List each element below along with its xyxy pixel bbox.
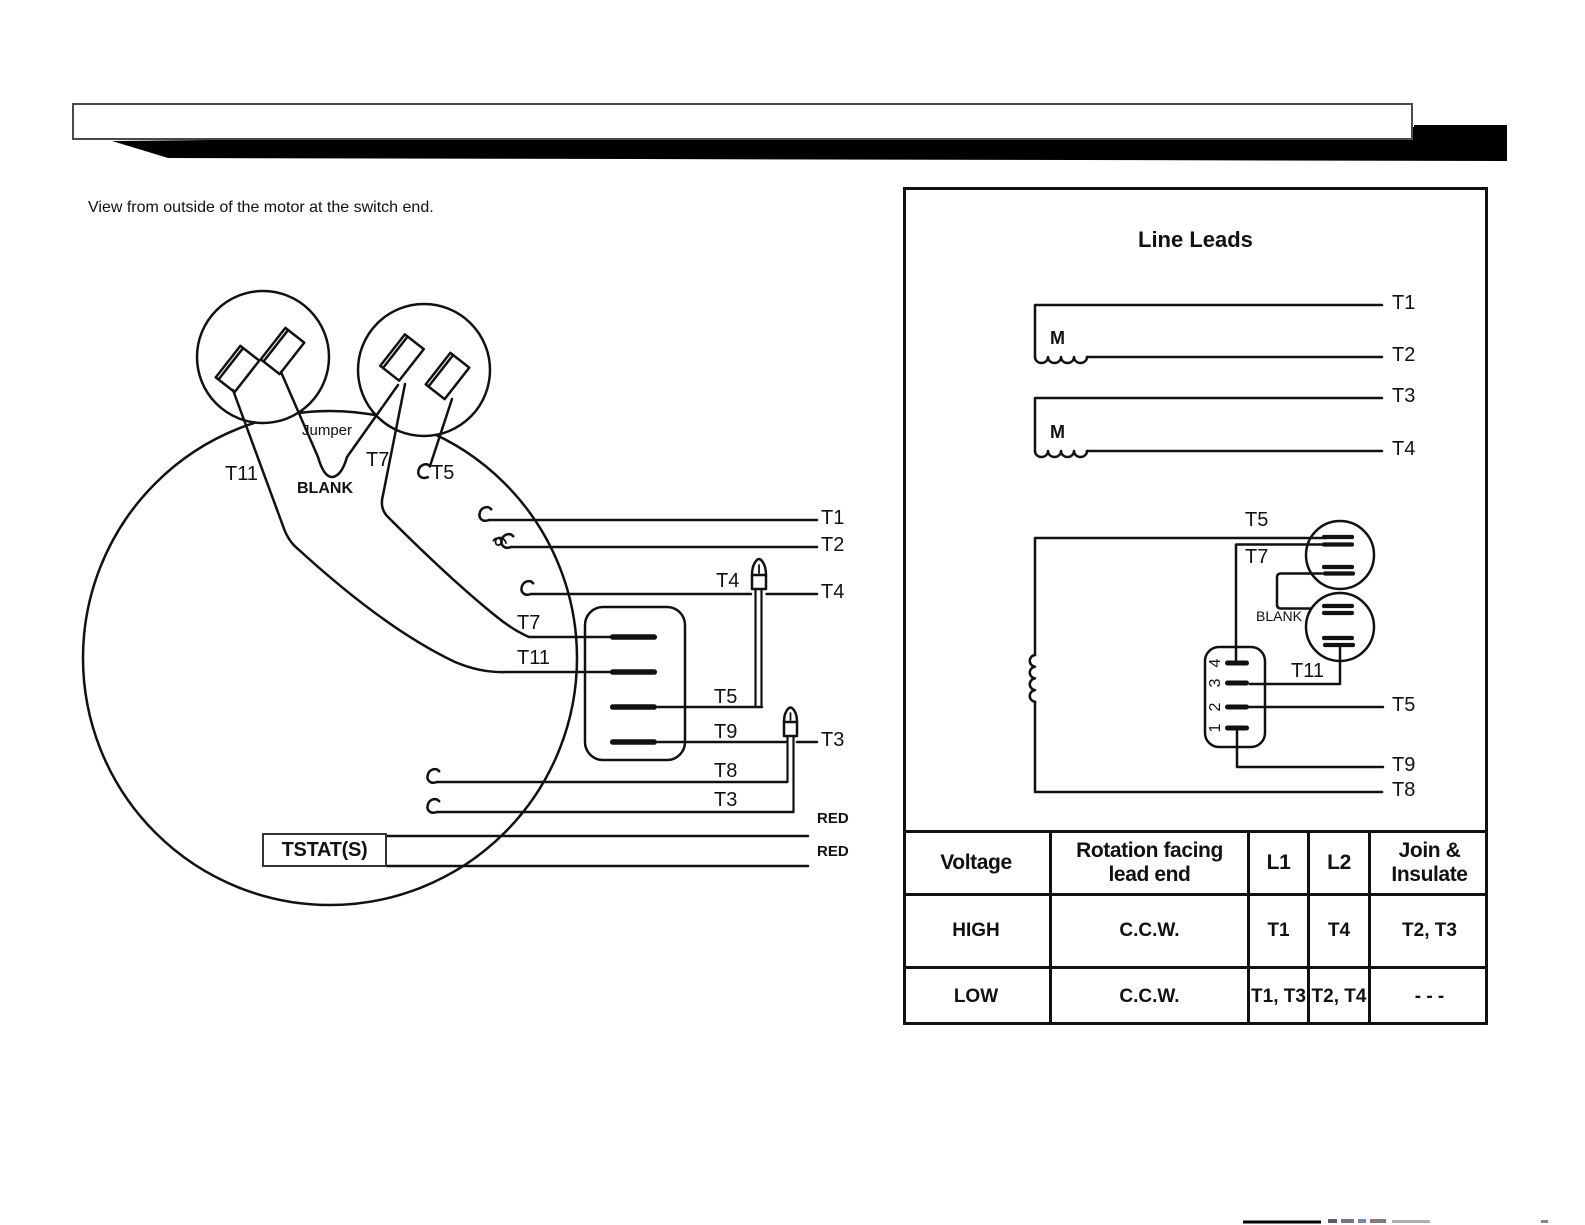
- tstat-label: TSTAT(S): [281, 838, 368, 861]
- label-t11-top: T11: [225, 463, 258, 485]
- table-row-high-rotation: C.C.W.: [1049, 893, 1247, 966]
- label-panel-t5-top: T5: [1245, 509, 1269, 531]
- label-red-bottom: RED: [817, 843, 849, 860]
- label-t3-inner: T3: [714, 789, 738, 811]
- label-m1: M: [1050, 328, 1065, 348]
- label-panel-t8: T8: [1392, 779, 1416, 801]
- switch-pin-4: 4: [1207, 658, 1224, 668]
- table-row-low-l1: T1, T3: [1247, 966, 1307, 1025]
- label-t1-lead: T1: [821, 507, 845, 529]
- table-row-high-l1: T1: [1247, 893, 1307, 966]
- table-row-low-rotation: C.C.W.: [1049, 966, 1247, 1025]
- label-panel-t4: T4: [1392, 438, 1416, 460]
- col-header-rotation: Rotation facing lead end: [1049, 830, 1247, 893]
- label-t3-lead: T3: [821, 729, 845, 751]
- label-t8-inner: T8: [714, 760, 738, 782]
- hook-t8: [427, 769, 439, 783]
- hook-t1: [479, 507, 491, 521]
- bullet-connector-1: [752, 559, 766, 706]
- table-row-high-voltage: HIGH: [903, 893, 1049, 966]
- label-red-top: RED: [817, 810, 849, 827]
- bullet-connector-2: [784, 708, 797, 813]
- col-header-voltage: Voltage: [903, 830, 1049, 893]
- switch-pin-2: 2: [1207, 702, 1224, 712]
- col-header-l1: L1: [1247, 830, 1307, 893]
- table-row-low-join: - - -: [1368, 966, 1488, 1025]
- switch-pin-3: 3: [1207, 678, 1224, 688]
- label-panel-t5: T5: [1392, 694, 1416, 716]
- view-caption: View from outside of the motor at the switch end.: [88, 199, 434, 216]
- label-t5-switch: T5: [714, 686, 738, 708]
- label-t7-top: T7: [366, 449, 390, 471]
- hook-t3: [427, 799, 439, 813]
- table-row-high-l2: T4: [1307, 893, 1368, 966]
- label-panel-t9: T9: [1392, 754, 1416, 776]
- label-t9-switch: T9: [714, 721, 738, 743]
- hook-t5: [418, 464, 430, 478]
- hook-t4: [521, 581, 533, 595]
- label-t2-lead: T2: [821, 534, 845, 556]
- table-row-low-l2: T2, T4: [1307, 966, 1368, 1025]
- label-panel-t11: T11: [1291, 660, 1324, 682]
- label-panel-t7: T7: [1245, 546, 1269, 568]
- footer-print-artifact: [1243, 1219, 1548, 1224]
- connection-table: [903, 830, 1488, 1025]
- label-blank: BLANK: [297, 480, 353, 497]
- label-m2: M: [1050, 422, 1065, 442]
- header-rule-box: [72, 103, 1413, 140]
- label-t5-top: T5: [431, 462, 455, 484]
- tstat-box: [262, 833, 387, 867]
- table-row-high-join: T2, T3: [1368, 893, 1488, 966]
- label-panel-blank: BLANK: [1256, 608, 1302, 624]
- table-row-low-voltage: LOW: [903, 966, 1049, 1025]
- switch-pin-1: 1: [1207, 723, 1224, 733]
- motor-switch-block: [585, 607, 685, 760]
- col-header-join: Join & Insulate: [1368, 830, 1488, 893]
- panel-title: Line Leads: [1138, 227, 1253, 252]
- hook-t2: [501, 534, 513, 548]
- label-jumper: Jumper: [302, 422, 353, 439]
- label-panel-t1: T1: [1392, 292, 1416, 314]
- label-t4-inner: T4: [716, 570, 740, 592]
- label-panel-t2: T2: [1392, 344, 1416, 366]
- label-t4-lead: T4: [821, 581, 845, 603]
- pigtail-t2: [493, 538, 506, 546]
- connector-circle-right: [358, 304, 490, 436]
- label-panel-t3: T3: [1392, 385, 1416, 407]
- label-t7-switch: T7: [517, 612, 541, 634]
- label-t11-switch: T11: [517, 647, 550, 669]
- col-header-l2: L2: [1307, 830, 1368, 893]
